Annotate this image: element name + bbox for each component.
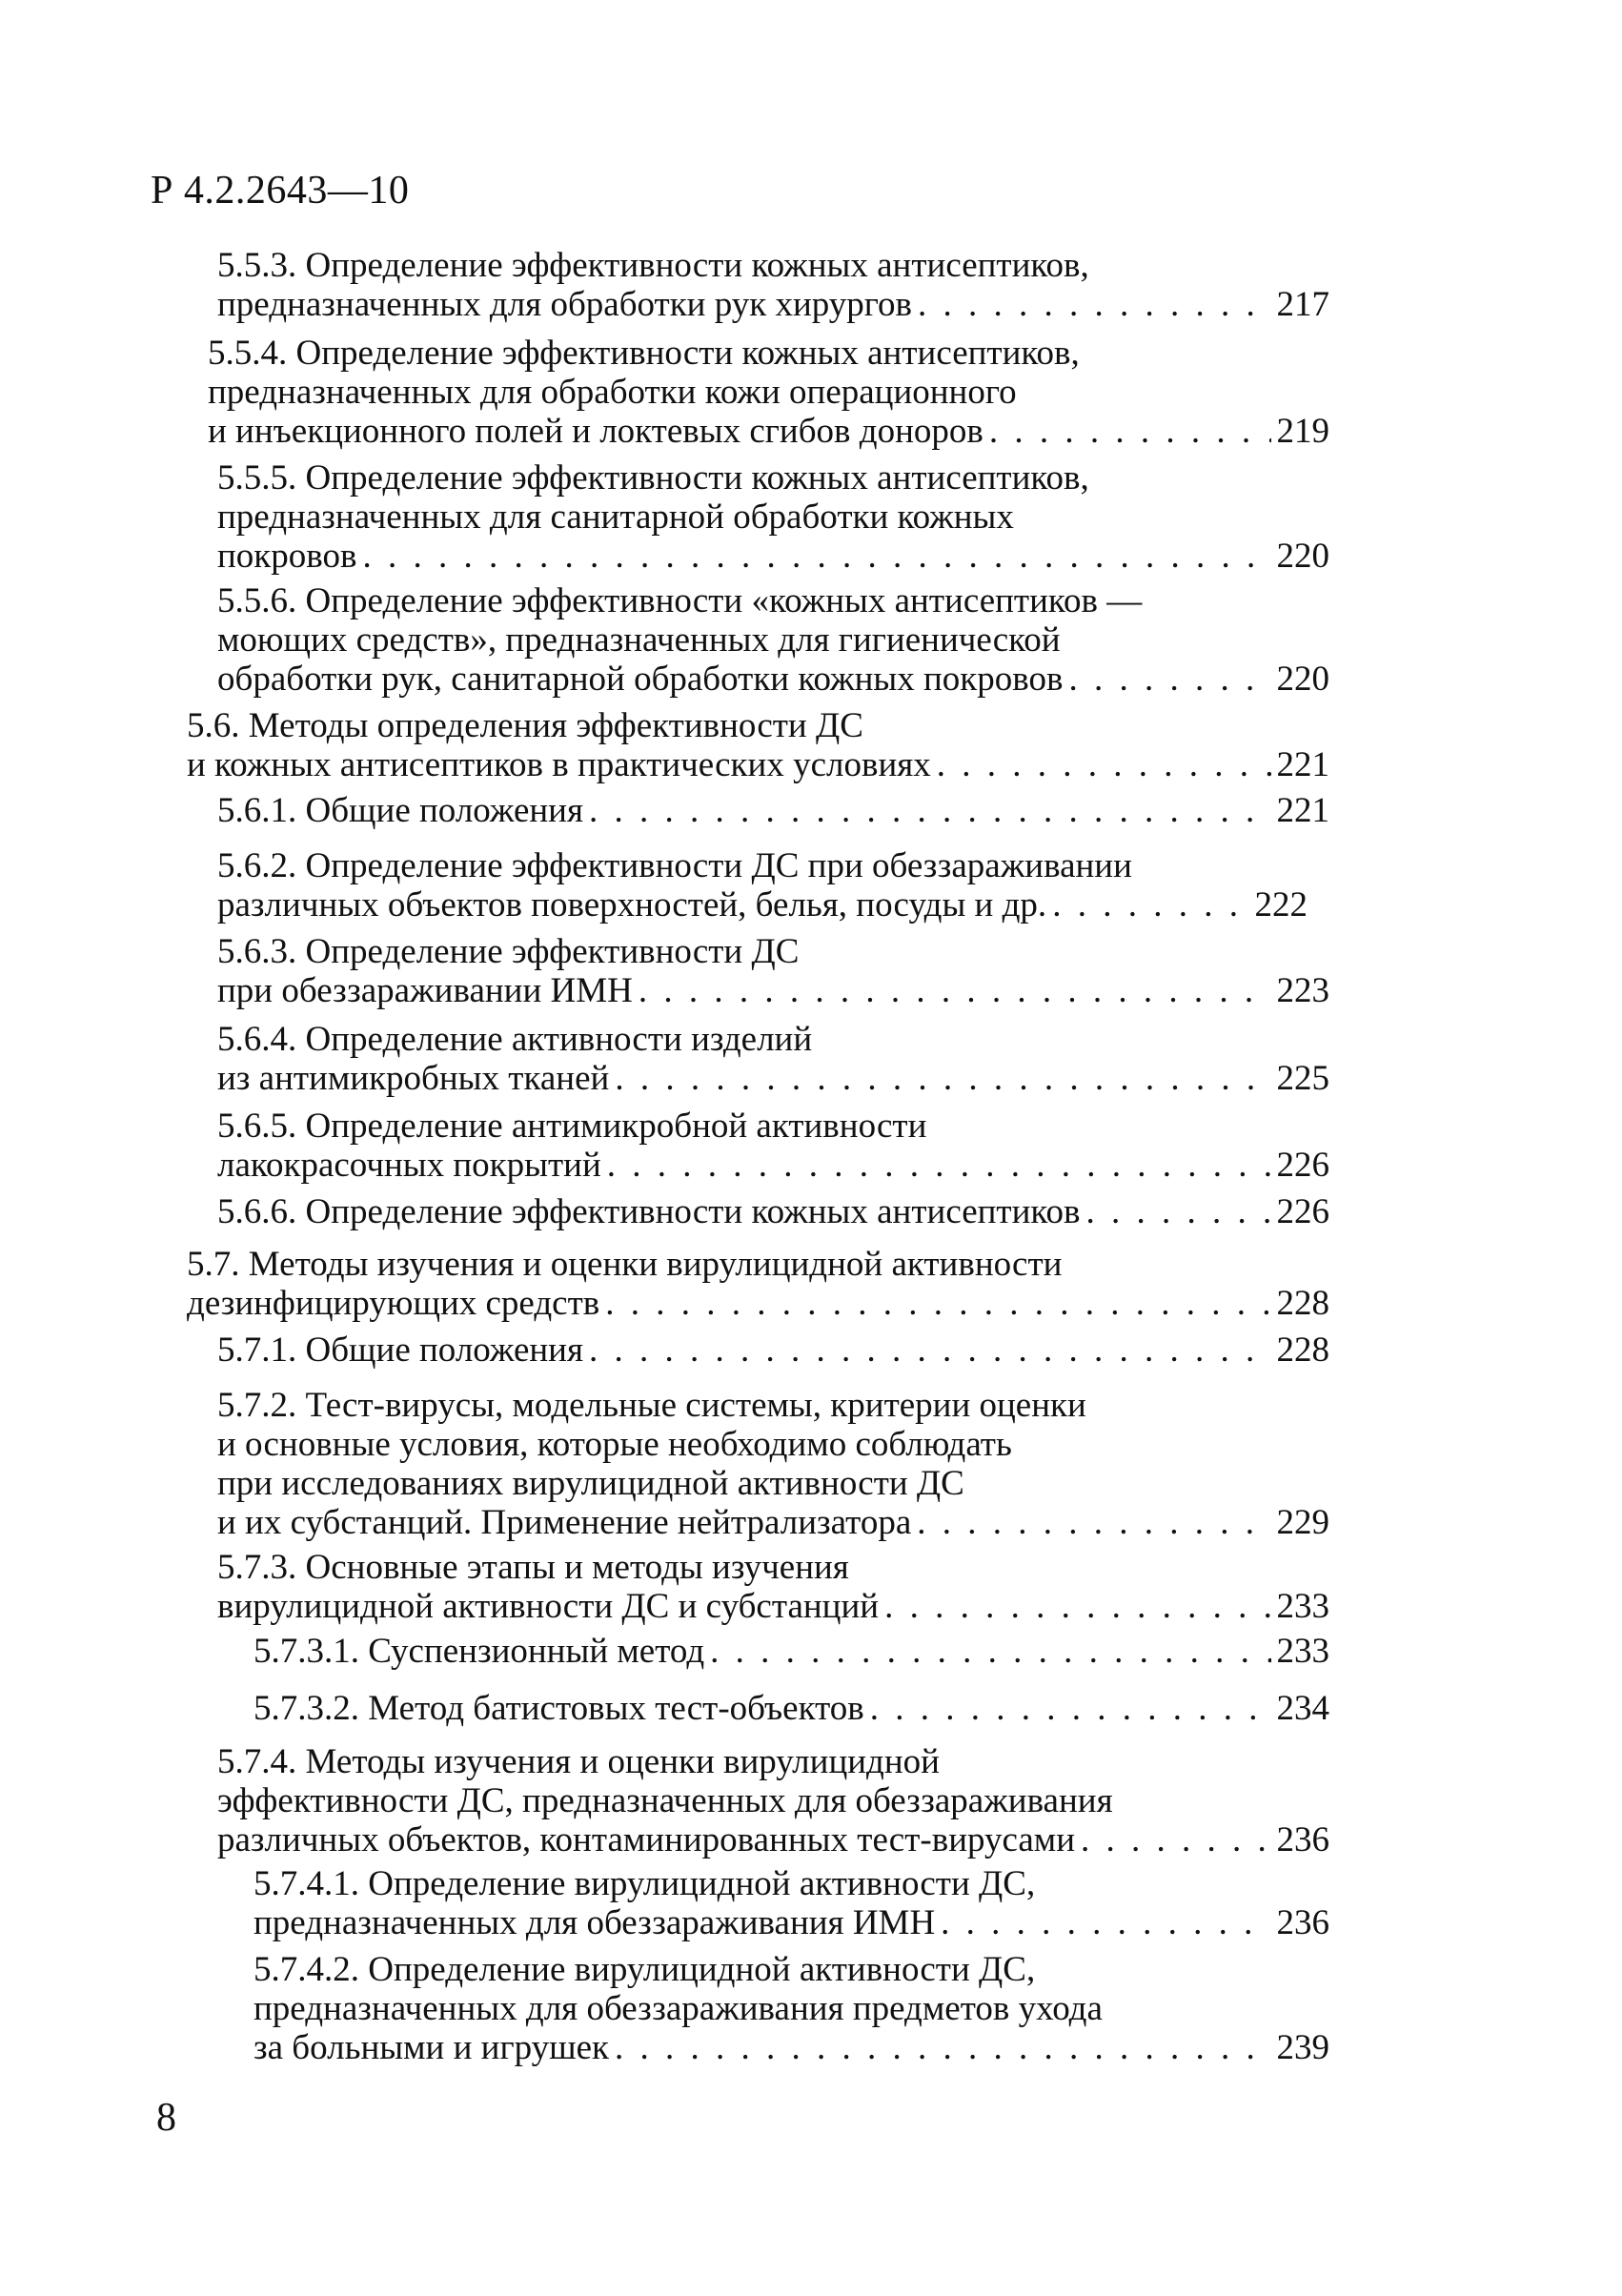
toc-entry[interactable] (253, 1689, 1329, 1728)
toc-page-number[interactable]: 223 (1276, 971, 1329, 1010)
toc-entry-line: 5.6.6. Определение эффективности кожных антисептиков (217, 1192, 1081, 1231)
toc-entry-last-line (208, 412, 1329, 451)
dot-leader (1046, 885, 1248, 924)
toc-page-number[interactable]: 233 (1276, 1587, 1329, 1626)
toc-entry[interactable] (217, 246, 1329, 324)
toc-entry-last-line (217, 1059, 1329, 1098)
dot-leader (599, 1284, 1270, 1323)
toc-entry-last-line (187, 745, 1329, 784)
toc-entry[interactable] (217, 1548, 1329, 1626)
toc-page-number[interactable]: 221 (1276, 791, 1329, 830)
toc-entry-line: и их субстанций. Применение нейтрализатора (217, 1503, 912, 1542)
dot-leader (1080, 1192, 1270, 1231)
toc-entry[interactable] (217, 458, 1329, 576)
toc-entry-line: покровов (217, 537, 357, 576)
toc-page-number[interactable]: 228 (1276, 1331, 1329, 1370)
toc-entry[interactable] (217, 1107, 1329, 1185)
toc-entry-line: 5.7.3. Основные этапы и методы изучения (217, 1548, 849, 1587)
toc-entry-line: 5.5.5. Определение эффективности кожных антисептиков, (217, 458, 1089, 498)
toc-entry-line: 5.7. Методы изучения и оценки вирулицидной активности (187, 1245, 1063, 1284)
toc-entry-line: 5.5.3. Определение эффективности кожных антисептиков, (217, 246, 1089, 285)
toc-entry-last-line (217, 1146, 1329, 1185)
dot-leader (1075, 1820, 1270, 1859)
toc-entry-line: 5.6.4. Определение активности изделий (217, 1020, 813, 1059)
toc-entry-line: 5.7.1. Общие положения (217, 1331, 583, 1370)
toc-page-number[interactable]: 221 (1276, 745, 1329, 784)
toc-entry-line: моющих средств», предназначенных для гигиенической (217, 620, 1061, 660)
toc-entry-line: 5.7.3.1. Суспензионный метод (253, 1632, 705, 1671)
toc-page-number[interactable]: 226 (1276, 1146, 1329, 1185)
toc-page-number[interactable]: 229 (1276, 1503, 1329, 1542)
toc-page-number[interactable]: 236 (1276, 1820, 1329, 1859)
toc-entry-line: 5.7.4.2. Определение вирулицидной активности ДС, (253, 1950, 1036, 1989)
toc-page-number[interactable]: 228 (1276, 1284, 1329, 1323)
toc-entry-last-line (217, 971, 1329, 1010)
toc-entry-line: и основные условия, которые необходимо соблюдать (217, 1425, 1012, 1464)
toc-page-number[interactable]: 236 (1276, 1903, 1329, 1942)
toc-entry-line: предназначенных для санитарной обработки кожных (217, 498, 1014, 537)
dot-leader (911, 1503, 1270, 1542)
dot-leader (864, 1689, 1271, 1728)
toc-entry-last-line (217, 1192, 1329, 1231)
dot-leader (356, 537, 1270, 576)
toc-entry-line: дезинфицирующих средств (187, 1284, 600, 1323)
dot-leader (879, 1587, 1270, 1626)
toc-entry-last-line (217, 1331, 1329, 1370)
toc-entry-last-line (217, 537, 1329, 576)
toc-entry-line: предназначенных для обеззараживания ИМН (253, 1903, 936, 1942)
toc-entry-last-line (253, 1903, 1329, 1942)
page-number: 8 (156, 2096, 176, 2140)
toc-entry[interactable] (217, 1192, 1329, 1231)
toc-entry[interactable] (217, 1386, 1329, 1542)
toc-entry-last-line (217, 1820, 1329, 1859)
dot-leader (1063, 660, 1270, 699)
toc-entry-line: вирулицидной активности ДС и субстанций (217, 1587, 880, 1626)
toc-entry-line: при исследованиях вирулицидной активности ДС (217, 1464, 964, 1503)
toc-entry-last-line (217, 1503, 1329, 1542)
toc-entry[interactable] (187, 706, 1329, 784)
toc-entry[interactable] (187, 1245, 1329, 1323)
toc-entry[interactable] (217, 791, 1329, 830)
toc-entry-last-line (187, 1284, 1329, 1323)
toc-entry-last-line (217, 285, 1329, 324)
document-code: Р 4.2.2643—10 (151, 169, 410, 213)
toc-entry-line: 5.6.1. Общие положения (217, 791, 583, 830)
toc-entry-line: эффективности ДС, предназначенных для обеззараживания (217, 1781, 1113, 1820)
dot-leader (583, 791, 1271, 830)
toc-entry-last-line (253, 1632, 1329, 1671)
toc-entry-line: за больными и игрушек (253, 2028, 610, 2067)
dot-leader (609, 1059, 1270, 1098)
toc-page-number[interactable]: 220 (1276, 537, 1329, 576)
toc-page-number[interactable]: 222 (1254, 885, 1308, 924)
toc-entry-line: обработки рук, санитарной обработки кожных покровов (217, 660, 1064, 699)
dot-leader (935, 1903, 1270, 1942)
toc-page-number[interactable]: 239 (1276, 2028, 1329, 2067)
toc-entry-line: различных объектов поверхностей, белья, посуды и др. (217, 885, 1047, 924)
toc-page-number[interactable]: 225 (1276, 1059, 1329, 1098)
toc-entry-last-line (217, 791, 1329, 830)
toc-entry[interactable] (217, 581, 1329, 699)
dot-leader (931, 745, 1271, 784)
toc-entry-line: и инъекционного полей и локтевых сгибов доноров (208, 412, 983, 451)
dot-leader (601, 1146, 1271, 1185)
toc-entry[interactable] (253, 1632, 1329, 1671)
toc-entry[interactable] (217, 846, 1308, 924)
dot-leader (983, 412, 1271, 451)
toc-entry-line: предназначенных для обработки кожи операционного (208, 373, 1017, 412)
toc-entry-line: и кожных антисептиков в практических условиях (187, 745, 931, 784)
toc-entry-last-line (253, 1689, 1329, 1728)
dot-leader (583, 1331, 1271, 1370)
toc-entry-line: 5.7.4. Методы изучения и оценки вирулицидной (217, 1742, 940, 1781)
dot-leader (704, 1632, 1270, 1671)
dot-leader (609, 2028, 1270, 2067)
toc-entry[interactable] (217, 1020, 1329, 1098)
toc-entry-line: предназначенных для обеззараживания предметов ухода (253, 1989, 1103, 2028)
toc-page-number[interactable]: 233 (1276, 1632, 1329, 1671)
toc-entry-line: предназначенных для обработки рук хирургов (217, 285, 912, 324)
toc-entry-last-line (217, 1587, 1329, 1626)
toc-page-number[interactable]: 234 (1276, 1689, 1329, 1728)
toc-entry-last-line (253, 2028, 1329, 2067)
toc-entry-last-line (217, 885, 1308, 924)
toc-entry-line: 5.6.3. Определение эффективности ДС (217, 932, 800, 971)
dot-leader (912, 285, 1271, 324)
toc-entry[interactable] (217, 1331, 1329, 1370)
toc-page-number[interactable]: 220 (1276, 660, 1329, 699)
toc-entry[interactable] (208, 334, 1329, 451)
toc-entry-line: 5.6. Методы определения эффективности ДС (187, 706, 863, 745)
toc-entry-line: из антимикробных тканей (217, 1059, 610, 1098)
toc-entry-line: лакокрасочных покрытий (217, 1146, 601, 1185)
toc-entry-line: 5.7.2. Тест-вирусы, модельные системы, критерии оценки (217, 1386, 1086, 1425)
toc-entry-line: 5.5.6. Определение эффективности «кожных антисептиков — (217, 581, 1143, 620)
toc-entry[interactable] (217, 1742, 1329, 1859)
toc-entry-line: 5.7.4.1. Определение вирулицидной активности ДС, (253, 1864, 1036, 1903)
toc-page-number[interactable]: 217 (1276, 285, 1329, 324)
toc-page-number[interactable]: 226 (1276, 1192, 1329, 1231)
toc-entry[interactable] (217, 932, 1329, 1010)
toc-entry[interactable] (253, 1950, 1329, 2067)
toc-entry-line: 5.6.5. Определение антимикробной активности (217, 1107, 927, 1146)
toc-entry-line: различных объектов, контаминированных тест-вирусами (217, 1820, 1076, 1859)
toc-entry-line: 5.7.3.2. Метод батистовых тест-объектов (253, 1689, 864, 1728)
toc-entry[interactable] (253, 1864, 1329, 1942)
toc-entry-line: при обеззараживании ИМН (217, 971, 633, 1010)
toc-page-number[interactable]: 219 (1276, 412, 1329, 451)
toc-entry-line: 5.5.4. Определение эффективности кожных антисептиков, (208, 334, 1080, 373)
toc-entry-line: 5.6.2. Определение эффективности ДС при обеззараживании (217, 846, 1132, 885)
dot-leader (633, 971, 1271, 1010)
toc-entry-last-line (217, 660, 1329, 699)
